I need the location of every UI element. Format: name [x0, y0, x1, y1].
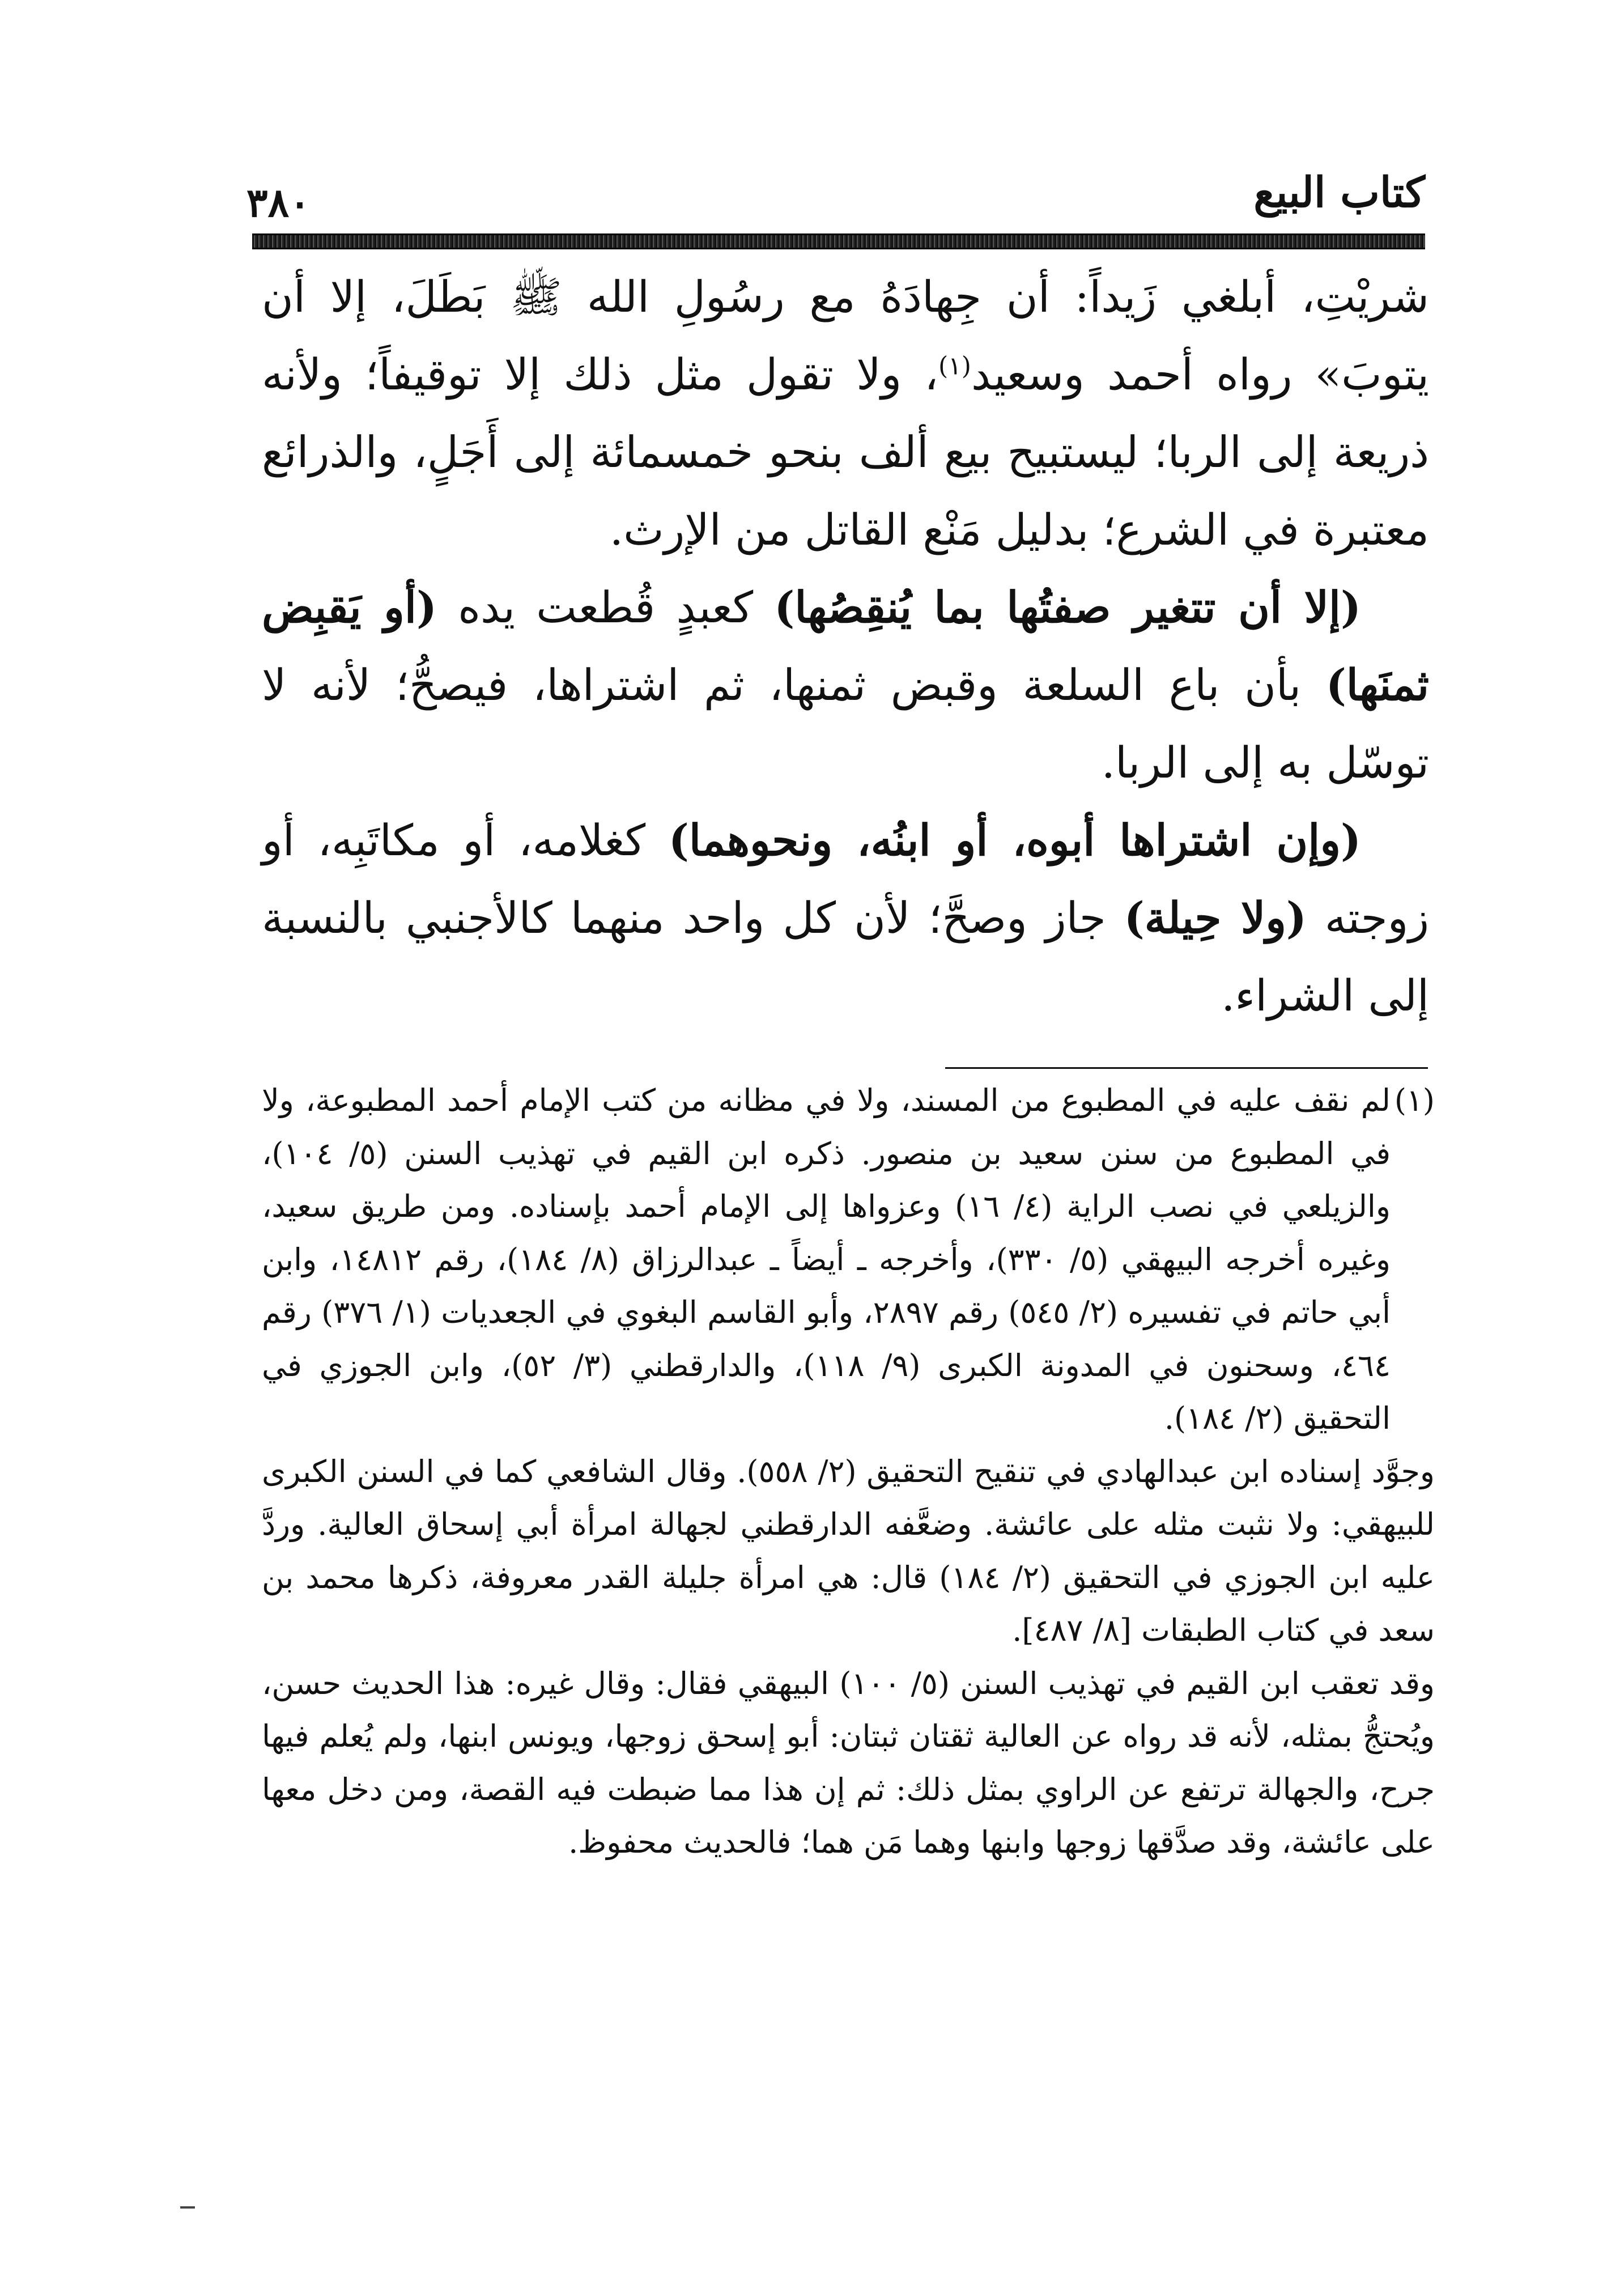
paragraph-3-text-1: كغلامه، أو مكاتَبِه، أو زوجته [262, 815, 1429, 943]
paragraph-3-text-2: جاز وصحَّ؛ لأن كل واحد منهما كالأجنبي بالنسبة إلى الشراء. [262, 893, 1429, 1021]
paragraph-3-bold-1: (وإن اشتراها أبوه، أو ابنُه، ونحوهما) [668, 815, 1361, 865]
paragraph-3-bold-2: (ولا حِيلة) [1124, 893, 1307, 943]
paragraph-1-text-end: ، ولا تقول مثل ذلك إلا توقيفاً؛ ولأنه ذريعة إلى الربا؛ ليستبيح بيع ألف بنحو خمسمائة إلى أَجَلٍ، والذرائع معتبرة في الشرع؛ بدليل مَنْع القاتل من الإرث. [262, 349, 1429, 555]
paragraph-2 [262, 568, 1429, 801]
footnote-separator [945, 1067, 1428, 1069]
running-header [246, 164, 1425, 232]
footnotes [262, 1074, 1435, 1869]
paragraph-2-bold-2: (أو يَقبِض ثمنَها) [262, 582, 1429, 710]
paragraph-1-text: شريْتِ، أبلغي زَيداً: أن جِهادَهُ مع رسُولِ الله ﷺ بَطَلَ، إلا أن يتوبَ» رواه أحمد وسعيد [262, 271, 1429, 400]
header-rule [252, 233, 1425, 249]
footnote-paragraph-1: لم نقف عليه في المطبوع من المسند، ولا في مظانه من كتب الإمام أحمد المطبوعة، ولا في المطبوع من سنن سعيد بن منصور. ذكره ابن القيم في تهذيب السنن (٥/ ١٠٤)، والزيلعي في نصب الراية (٤/ ١٦) وعزواها إلى الإمام أحمد بإسناده. ومن طريق سعيد، وغيره أخرجه البيهقي (٥/ ٣٣٠)، وأخرجه ـ أيضاً ـ عبدالرزاق (٨/ ١٨٤)، رقم ١٤٨١٢، وابن أبي حاتم في تفسيره (٢/ ٥٤٥) رقم ٢٨٩٧، وأبو القاسم البغوي في الجعديات (١/ ٣٧٦) رقم ٤٦٤، وسحنون في المدونة الكبرى (٩/ ١١٨)، والدارقطني (٣/ ٥٢)، وابن الجوزي في التحقيق (٢/ ١٨٤). [262, 1082, 1391, 1436]
paragraph-2-text-1: كعبدٍ قُطعت يده [436, 582, 775, 632]
page-number: ٣٨٠ [246, 179, 311, 226]
paragraph-3 [262, 801, 1429, 1034]
footnote-reference: (١) [938, 351, 971, 381]
footnote-paragraph-3: وقد تعقب ابن القيم في تهذيب السنن (٥/ ١٠٠) البيهقي فقال: وقال غيره: هذا الحديث حسن، ويُحتجُّ بمثله، لأنه قد رواه عن العالية ثقتان ثبتان: أبو إسحق زوجها، ويونس ابنها، ولم يُعلم فيها جرح، والجهالة ترتفع عن الراوي بمثل ذلك: ثم إن هذا مما ضبطت فيه القصة، ومن دخل معها على عائشة، وقد صدَّقها زوجها وابنها وهما مَن هما؛ فالحديث محفوظ. [262, 1665, 1435, 1860]
paragraph-2-text-2: بأن باع السلعة وقبض ثمنها، ثم اشتراها، فيصحُّ؛ لأنه لا توسّل به إلى الربا. [262, 660, 1429, 788]
scan-artifact [180, 2206, 195, 2209]
main-body-text [262, 258, 1429, 1034]
paragraph-2-bold-1: (إلا أن تتغير صفتُها بما يُنقِصُها) [774, 582, 1361, 632]
running-title: كتاب البيع [1253, 168, 1425, 217]
paragraph-1 [262, 258, 1429, 568]
footnote-1 [262, 1074, 1435, 1445]
footnote-paragraph-2: وجوَّد إسناده ابن عبدالهادي في تنقيح التحقيق (٢/ ٥٥٨). وقال الشافعي كما في السنن الكبرى للبيهقي: ولا نثبت مثله على عائشة. وضعَّفه الدارقطني لجهالة امرأة أبي إسحاق العالية. وردَّ عليه ابن الجوزي في التحقيق (٢/ ١٨٤) قال: هي امرأة جليلة القدر معروفة، ذكرها محمد بن سعد في كتاب الطبقات [٨/ ٤٨٧]. [262, 1453, 1435, 1648]
footnote-marker: (١) [1394, 1082, 1435, 1118]
